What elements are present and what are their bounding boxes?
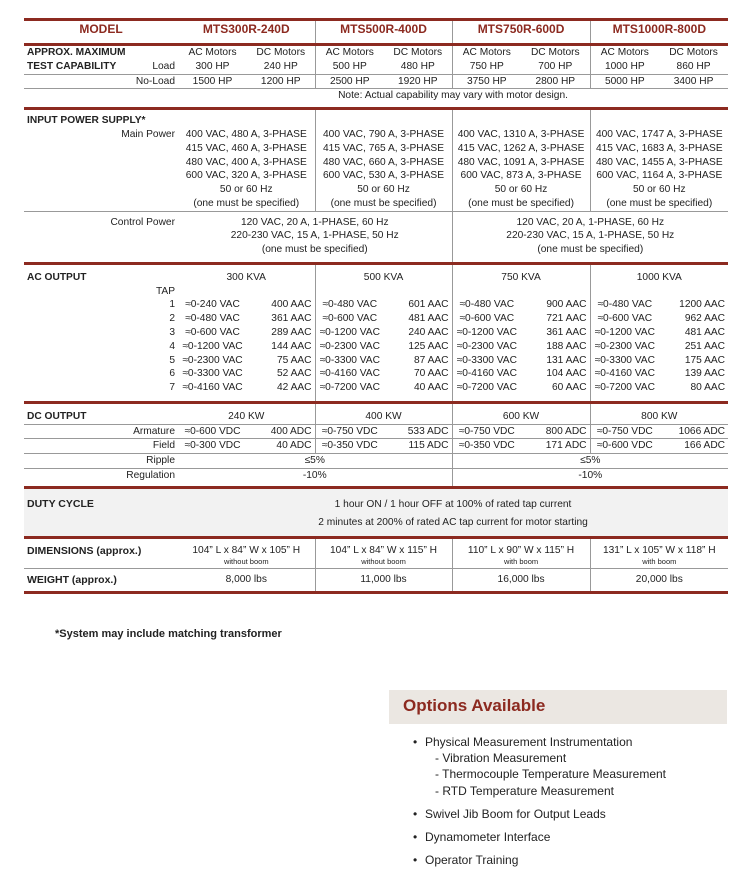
table-header	[24, 20, 728, 45]
noload-value: 3400 HP	[659, 74, 728, 89]
model-1: MTS300R-240D	[178, 20, 315, 45]
tap-voltage: ≈0-1200 VAC	[452, 326, 521, 340]
kw-value: 600 KW	[452, 402, 590, 424]
input-power-row	[24, 109, 728, 212]
tap-voltage: ≈0-600 VAC	[315, 312, 384, 326]
tap-number: 3	[169, 327, 175, 339]
control-power-cell: 120 VAC, 20 A, 1-PHASE, 60 Hz 220-230 VAC, 15 A, 1-PHASE, 50 Hz (one must be specified)	[178, 211, 452, 263]
kva-value: 300 KVA	[178, 263, 315, 298]
kw-value: 400 KW	[315, 402, 452, 424]
tap-voltage: ≈0-2300 VAC	[315, 340, 384, 354]
tap-number: 4	[169, 340, 175, 352]
dc-motors-label: DC Motors	[669, 47, 718, 58]
dc-motors-label: DC Motors	[530, 47, 580, 58]
tap-current: 144 AAC	[271, 340, 312, 352]
option-label: Physical Measurement Instrumentation	[425, 735, 633, 749]
bullet-icon: •	[413, 735, 418, 749]
ac-motors-label: AC Motors	[188, 47, 237, 58]
tap-current: 1200 AAC	[679, 299, 726, 311]
ripple-value: ≤5%	[452, 454, 728, 469]
options-box	[389, 690, 727, 875]
tap-voltage: ≈0-4160 VAC	[590, 367, 659, 381]
option-item	[413, 852, 727, 868]
noload-value: 1200 HP	[247, 74, 315, 89]
ripple-value: ≤5%	[178, 454, 452, 469]
duty-cycle-row	[24, 487, 728, 538]
tap-voltage: ≈0-1200 VAC	[315, 326, 384, 340]
tap-number: 7	[169, 382, 175, 394]
tap-voltage: ≈0-480 VAC	[452, 298, 521, 312]
kva-value: 500 KVA	[315, 263, 452, 298]
noload-value: 1500 HP	[178, 74, 247, 89]
ac-tap-row	[24, 326, 728, 340]
tap-current: 80 AAC	[690, 382, 726, 394]
ac-tap-row	[24, 312, 728, 326]
load-label: Load	[152, 60, 175, 72]
load-value: 500 HP	[315, 60, 384, 74]
tap-voltage: ≈0-480 VAC	[185, 313, 240, 325]
regulation-label: Regulation	[24, 468, 178, 487]
ac-tap-row	[24, 298, 728, 312]
main-power-cell: 400 VAC, 1310 A, 3-PHASE 415 VAC, 1262 A, 3-PHASE 480 VAC, 1091 A, 3-PHASE 600 VAC, 873 A, 3-PHASE 50 or 60 Hz (one must be specified)	[452, 109, 590, 212]
load-value: 1000 HP	[590, 60, 659, 74]
weight-value: 8,000 lbs	[178, 568, 315, 592]
tap-voltage: ≈0-1200 VAC	[182, 340, 243, 352]
duty-cycle-cell: 1 hour ON / 1 hour OFF at 100% of rated tap current 2 minutes at 200% of rated AC tap current for motor starting	[178, 487, 728, 538]
tap-voltage: ≈0-3300 VAC	[315, 354, 384, 368]
control-power-row	[24, 211, 728, 263]
option-item	[413, 806, 727, 822]
spec-table	[24, 18, 728, 594]
tap-voltage: ≈0-4160 VAC	[182, 382, 243, 394]
dimensions-label: DIMENSIONS (approx.)	[24, 538, 178, 568]
tap-current: 139 AAC	[684, 368, 726, 380]
dimension-cell: 110” L x 90” W x 115” H with boom	[452, 538, 590, 568]
footnote: *System may include matching transformer	[55, 628, 282, 640]
option-item	[413, 734, 727, 799]
options-list	[413, 734, 727, 868]
dimension-cell: 131” L x 105” W x 118” H with boom	[590, 538, 728, 568]
ac-output-label: AC OUTPUT	[27, 271, 87, 283]
tap-current: 289 AAC	[271, 327, 312, 339]
field-row: Field ≈0-300 VDC 40 ADC ≈0-350 VDC 115 ADC ≈0-350 VDC 171 ADC ≈0-600 VDC 166 ADC	[24, 439, 728, 454]
tap-voltage: ≈0-4160 VAC	[315, 367, 384, 381]
capability-row-types	[24, 45, 728, 60]
tap-current: 721 AAC	[546, 313, 587, 325]
tap-voltage: ≈0-2300 VAC	[590, 340, 659, 354]
kw-value: 800 KW	[590, 402, 728, 424]
dc-output-label: DC OUTPUT	[24, 402, 178, 424]
ac-motors-label: AC Motors	[590, 45, 659, 60]
option-label: Operator Training	[425, 853, 519, 868]
bullet-icon: •	[413, 853, 418, 868]
ac-output-taps	[24, 298, 728, 402]
kva-value: 1000 KVA	[590, 263, 728, 298]
ripple-label: Ripple	[24, 454, 178, 469]
tap-label: TAP	[155, 285, 175, 297]
tap-current: 361 AAC	[546, 327, 587, 339]
load-value: 700 HP	[538, 60, 573, 72]
weight-row	[24, 568, 728, 592]
duty-cycle-label: DUTY CYCLE	[24, 487, 178, 538]
tap-current: 900 AAC	[546, 299, 587, 311]
ac-tap-row	[24, 381, 728, 402]
capability-row-noload	[24, 74, 728, 89]
weight-label: WEIGHT (approx.)	[24, 568, 178, 592]
tap-current: 361 AAC	[271, 313, 312, 325]
load-value: 860 HP	[676, 60, 711, 72]
kw-value: 240 KW	[178, 402, 315, 424]
tap-current: 962 AAC	[684, 313, 726, 325]
tap-voltage: ≈0-600 VAC	[185, 327, 240, 339]
ripple-row	[24, 454, 728, 469]
spec-sheet	[24, 18, 728, 594]
noload-value: 2500 HP	[315, 74, 384, 89]
load-value: 300 HP	[195, 60, 230, 72]
load-value: 750 HP	[452, 60, 521, 74]
tap-number: 2	[169, 313, 175, 325]
tap-voltage: ≈0-480 VAC	[315, 298, 384, 312]
tap-current: 60 AAC	[552, 382, 587, 394]
tap-current: 40 AAC	[413, 382, 449, 394]
capability-note: Note: Actual capability may vary with motor design.	[178, 89, 728, 109]
tap-voltage: ≈0-600 VAC	[590, 312, 659, 326]
tap-current: 52 AAC	[276, 368, 312, 380]
tap-current: 601 AAC	[408, 299, 449, 311]
model-2: MTS500R-400D	[315, 20, 452, 45]
tap-current: 75 AAC	[276, 354, 312, 366]
noload-value: 2800 HP	[521, 74, 590, 89]
load-value: 480 HP	[400, 60, 435, 72]
ac-motors-label: AC Motors	[452, 45, 521, 60]
tap-voltage: ≈0-7200 VAC	[452, 381, 521, 402]
tap-current: 481 AAC	[408, 313, 449, 325]
regulation-value: -10%	[178, 468, 452, 487]
tap-voltage: ≈0-600 VAC	[452, 312, 521, 326]
capability-note-row	[24, 89, 728, 109]
tap-voltage: ≈0-240 VAC	[185, 299, 240, 311]
control-power-label: Control Power	[24, 211, 178, 263]
tap-voltage: ≈0-7200 VAC	[590, 381, 659, 402]
option-sub-item: - Thermocouple Temperature Measurement	[435, 767, 667, 782]
option-sub-item: - RTD Temperature Measurement	[435, 783, 614, 798]
tap-voltage: ≈0-4160 VAC	[452, 367, 521, 381]
tap-voltage: ≈0-3300 VAC	[182, 368, 243, 380]
tap-current: 240 AAC	[408, 327, 449, 339]
weight-value: 16,000 lbs	[452, 568, 590, 592]
ac-tap-row	[24, 354, 728, 368]
bullet-icon: •	[413, 829, 418, 844]
capability-label-1: APPROX. MAXIMUM	[27, 47, 126, 58]
capability-label-2: TEST CAPABILITY	[27, 60, 117, 72]
tap-voltage: ≈0-480 VAC	[590, 298, 659, 312]
weight-value: 11,000 lbs	[315, 568, 452, 592]
tap-current: 104 AAC	[546, 368, 587, 380]
tap-current: 251 AAC	[684, 340, 726, 352]
armature-label: Armature	[24, 424, 178, 439]
dc-output-header-row	[24, 402, 728, 424]
tap-number: 6	[169, 368, 175, 380]
dc-motors-label: DC Motors	[393, 47, 443, 58]
option-label: Swivel Jib Boom for Output Leads	[425, 806, 606, 821]
regulation-value: -10%	[452, 468, 728, 487]
tap-current: 400 AAC	[271, 299, 312, 311]
option-sub-item: - Vibration Measurement	[435, 751, 567, 766]
tap-voltage: ≈0-2300 VAC	[182, 354, 243, 366]
tap-voltage: ≈0-7200 VAC	[315, 381, 384, 402]
main-power-label: Main Power	[121, 128, 175, 140]
tap-number: 1	[169, 299, 175, 311]
dimension-cell: 104” L x 84” W x 105” H without boom	[178, 538, 315, 568]
tap-current: 481 AAC	[684, 327, 726, 339]
model-label: MODEL	[24, 20, 178, 45]
ac-output-header-row	[24, 263, 728, 298]
tap-current: 42 AAC	[276, 382, 312, 394]
tap-current: 87 AAC	[413, 354, 449, 366]
dimensions-row	[24, 538, 728, 568]
tap-voltage: ≈0-3300 VAC	[452, 354, 521, 368]
tap-current: 175 AAC	[684, 354, 726, 366]
tap-number: 5	[169, 354, 175, 366]
bullet-icon: •	[413, 806, 418, 821]
tap-current: 131 AAC	[546, 354, 587, 366]
ac-tap-row	[24, 367, 728, 381]
noload-value: 3750 HP	[452, 74, 521, 89]
load-value: 240 HP	[263, 60, 298, 72]
regulation-row	[24, 468, 728, 487]
model-3: MTS750R-600D	[452, 20, 590, 45]
dc-motors-label: DC Motors	[256, 47, 306, 58]
armature-row: Armature ≈0-600 VDC 400 ADC ≈0-750 VDC 533 ADC ≈0-750 VDC 800 ADC ≈0-750 VDC 1066 ADC	[24, 424, 728, 439]
kva-value: 750 KVA	[452, 263, 590, 298]
model-4: MTS1000R-800D	[590, 20, 728, 45]
tap-current: 125 AAC	[408, 340, 449, 352]
weight-value: 20,000 lbs	[590, 568, 728, 592]
tap-current: 188 AAC	[546, 340, 587, 352]
input-power-label: INPUT POWER SUPPLY*	[27, 115, 146, 127]
ac-tap-row	[24, 340, 728, 354]
main-power-cell: 400 VAC, 480 A, 3-PHASE 415 VAC, 460 A, 3-PHASE 480 VAC, 400 A, 3-PHASE 600 VAC, 320 A, 3-PHASE 50 or 60 Hz (one must be specified)	[178, 109, 315, 212]
tap-voltage: ≈0-1200 VAC	[590, 326, 659, 340]
noload-value: 5000 HP	[590, 74, 659, 89]
option-item	[413, 829, 727, 845]
tap-voltage: ≈0-2300 VAC	[452, 340, 521, 354]
ac-motors-label: AC Motors	[315, 45, 384, 60]
capability-row-load	[24, 60, 728, 74]
field-label: Field	[24, 439, 178, 454]
main-power-cell: 400 VAC, 790 A, 3-PHASE 415 VAC, 765 A, 3-PHASE 480 VAC, 660 A, 3-PHASE 600 VAC, 530 A, 3-PHASE 50 or 60 Hz (one must be specified)	[315, 109, 452, 212]
noload-value: 1920 HP	[384, 74, 452, 89]
main-power-cell: 400 VAC, 1747 A, 3-PHASE 415 VAC, 1683 A, 3-PHASE 480 VAC, 1455 A, 3-PHASE 600 VAC, 1164 A, 3-PHASE 50 or 60 Hz (one must be specified)	[590, 109, 728, 212]
tap-voltage: ≈0-3300 VAC	[590, 354, 659, 368]
options-title: Options Available	[389, 690, 727, 724]
control-power-cell: 120 VAC, 20 A, 1-PHASE, 60 Hz 220-230 VAC, 15 A, 1-PHASE, 50 Hz (one must be specified)	[452, 211, 728, 263]
dimension-cell: 104” L x 84” W x 115” H without boom	[315, 538, 452, 568]
option-label: Dynamometer Interface	[425, 829, 551, 844]
noload-label: No-Load	[24, 74, 178, 89]
tap-current: 70 AAC	[413, 368, 449, 380]
